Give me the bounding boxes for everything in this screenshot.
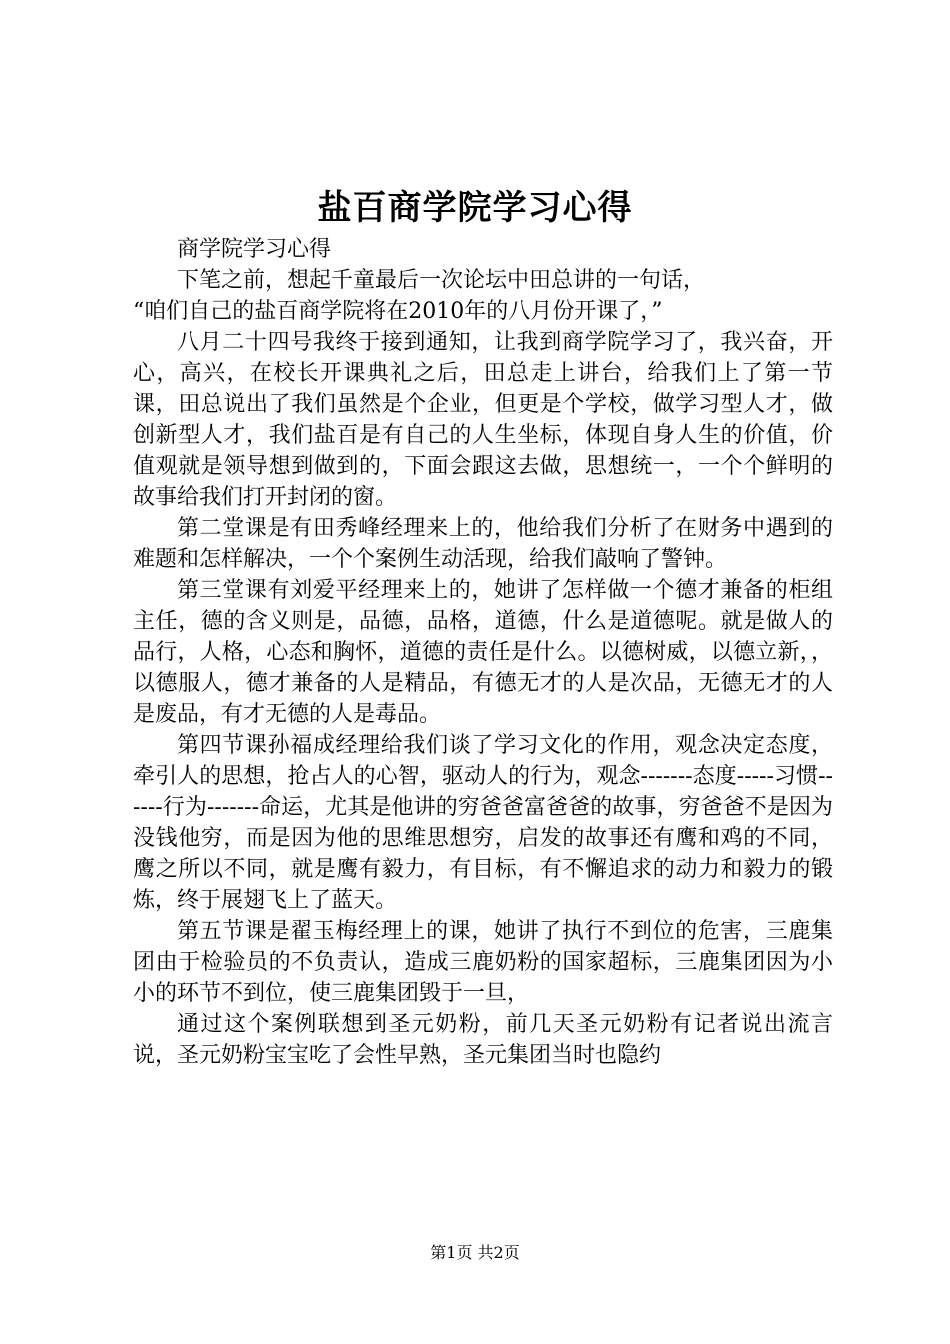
page-footer: 第1页 共2页 [430,1243,520,1262]
paragraph-quote: “咱们自己的盐百商学院将在2010年的八月份开课了，” [133,299,663,324]
document-title: 盐百商学院学习心得 [317,188,633,228]
document-body [133,234,833,1071]
paragraph-third-lesson: 第三堂课有刘爱平经理来上的，她讲了怎样做一个德才兼备的柜组主任，德的含义则是，品德，品格，道德，什么是道德呢。就是做人的品行，人格，心态和胸怀，道德的责任是什么。以德树威，以德立新，，以德服人，德才兼备的人是精品，有德无才的人是次品，无德无才的人是废品，有才无德的人是毒品。 [133,578,833,727]
paragraph-intro: 下笔之前，想起千童最后一次论坛中田总讲的一句话， [177,268,706,293]
paragraph-fifth-lesson: 第五节课是翟玉梅经理上的课，她讲了执行不到位的危害，三鹿集团由于检验员的不负责认，造成三鹿奶粉的国家超标，三鹿集团因为小小的环节不到位，使三鹿集团毁于一旦， [133,919,833,1006]
paragraph-first-lesson: 八月二十四号我终于接到通知，让我到商学院学习了，我兴奋，开心，高兴，在校长开课典礼之后，田总走上讲台，给我们上了第一节课，田总说出了我们虽然是个企业，但更是个学校，做学习型人才，做创新型人才，我们盐百是有自己的人生坐标，体现自身人生的价值，价值观就是领导想到做到的，下面会跟这去做，思想统一，一个个鲜明的故事给我们打开封闭的窗。 [133,330,833,510]
paragraph-fourth-lesson: 第四节课孙福成经理给我们谈了学习文化的作用，观念决定态度，牵引人的思想，抢占人的心智，驱动人的行为，观念-------态度-----习惯------行为-------命运，尤其是他讲的穷爸爸富爸爸的故事，穷爸爸不是因为没钱他穷，而是因为他的思维思想穷，启发的故事还有鹰和鸡的不同，鹰之所以不同，就是鹰有毅力，有目标，有不懈追求的动力和毅力的锻炼，终于展翅飞上了蓝天。 [133,733,833,913]
paragraph-second-lesson: 第二堂课是有田秀峰经理来上的，他给我们分析了在财务中遇到的难题和怎样解决，一个个案例生动活现，给我们敲响了警钟。 [133,516,833,572]
paragraph-case-reflection: 通过这个案例联想到圣元奶粉，前几天圣元奶粉有记者说出流言说，圣元奶粉宝宝吃了会性早熟，圣元集团当时也隐约 [133,1012,833,1068]
document-subtitle: 商学院学习心得 [177,237,332,262]
